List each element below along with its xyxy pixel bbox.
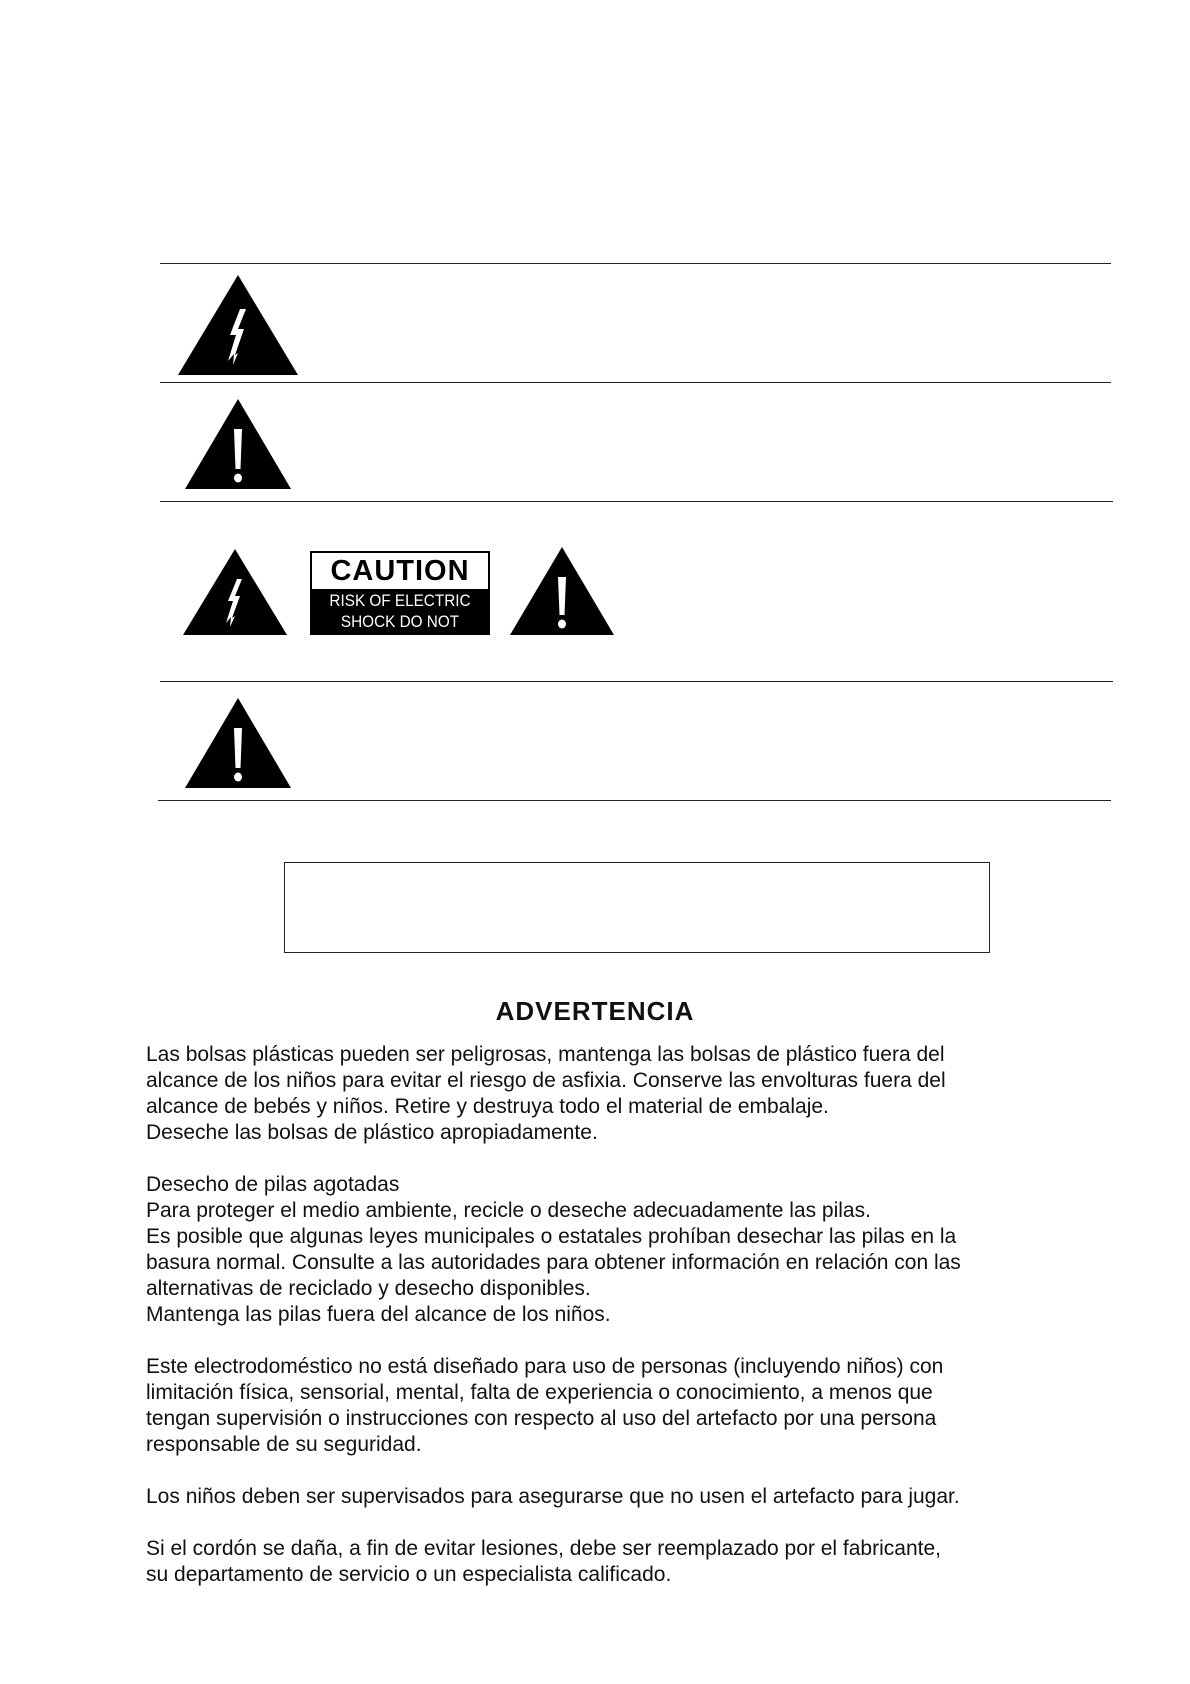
- paragraph-appliance-usage: [146, 1354, 1076, 1458]
- exclamation-warning-icon: [510, 547, 614, 635]
- text-line: responsable de su seguridad.: [146, 1433, 422, 1456]
- text-line: su departamento de servicio o un especialista calificado.: [146, 1563, 672, 1586]
- text-line: Mantenga las pilas fuera del alcance de los niños.: [146, 1303, 611, 1326]
- page-heading: ADVERTENCIA: [495, 996, 695, 1026]
- exclamation-warning-icon: [185, 698, 291, 788]
- text-line: basura normal. Consulte a las autoridades para obtener información en relación con las: [146, 1251, 961, 1274]
- paragraph-battery-disposal: [146, 1172, 1076, 1328]
- divider-line: [158, 800, 1111, 801]
- electric-shock-warning-icon: [178, 275, 298, 375]
- caution-label: [310, 551, 490, 651]
- text-line: Este electrodoméstico no está diseñado para uso de personas (incluyendo niños) con: [146, 1355, 944, 1378]
- text-line: Si el cordón se daña, a fin de evitar lesiones, debe ser reemplazado por el fabricante,: [146, 1537, 941, 1560]
- text-line: Los niños deben ser supervisados para asegurarse que no usen el artefacto para jugar.: [146, 1485, 960, 1508]
- paragraph-children-supervision: [146, 1484, 1076, 1510]
- text-line: alcance de bebés y niños. Retire y destruya todo el material de embalaje.: [146, 1095, 829, 1118]
- caution-title: CAUTION: [312, 553, 488, 589]
- paragraph-cord-damage: [146, 1536, 1076, 1588]
- divider-line: [160, 501, 1113, 502]
- text-line: limitación física, sensorial, mental, falta de experiencia o conocimiento, a menos que: [146, 1381, 933, 1404]
- divider-line: [160, 681, 1113, 682]
- divider-line: [160, 382, 1111, 383]
- text-line: Es posible que algunas leyes municipales o estatales prohíban desechar las pilas en la: [146, 1225, 957, 1248]
- text-line: Las bolsas plásticas pueden ser peligrosas, mantenga las bolsas de plástico fuera del: [146, 1043, 945, 1066]
- text-line: Deseche las bolsas de plástico apropiadamente.: [146, 1121, 598, 1144]
- exclamation-warning-icon: [185, 399, 291, 489]
- text-line: alcance de los niños para evitar el riesgo de asfixia. Conserve las envolturas fuera del: [146, 1069, 946, 1092]
- electric-shock-warning-icon: [183, 549, 287, 635]
- text-line: Desecho de pilas agotadas: [146, 1173, 400, 1196]
- text-line: Para proteger el medio ambiente, recicle o deseche adecuadamente las pilas.: [146, 1199, 871, 1222]
- text-line: alternativas de reciclado y desecho disponibles.: [146, 1277, 591, 1300]
- divider-line: [160, 263, 1111, 264]
- text-line: tengan supervisión o instrucciones con respecto al uso del artefacto por una persona: [146, 1407, 937, 1430]
- paragraph-plastic-bags: [146, 1042, 1076, 1146]
- caution-line-1: RISK OF ELECTRIC: [329, 591, 471, 610]
- empty-box: [284, 862, 990, 953]
- caution-line-2: SHOCK DO NOT OPEN.: [340, 612, 460, 651]
